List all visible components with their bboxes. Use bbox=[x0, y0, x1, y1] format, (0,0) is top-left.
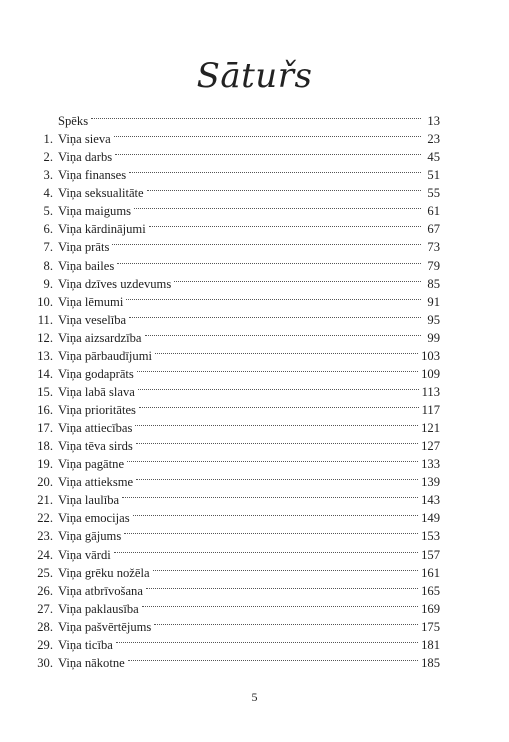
entry-number: 26. bbox=[37, 583, 53, 598]
entry-title: Viņa darbs bbox=[58, 150, 113, 165]
entry-title: Viņa dzīves uzdevums bbox=[58, 276, 172, 291]
entry-title: Viņa tēva sirds bbox=[58, 439, 133, 454]
toc-entry bbox=[36, 419, 440, 437]
toc-entry bbox=[36, 257, 440, 275]
entry-page-number: 181 bbox=[421, 637, 440, 652]
entry-page-number: 109 bbox=[421, 366, 440, 381]
table-of-contents bbox=[36, 112, 440, 672]
toc-entry bbox=[36, 527, 440, 545]
entry-number: 28. bbox=[37, 619, 53, 634]
toc-entry bbox=[36, 401, 440, 419]
dot-leader bbox=[116, 641, 418, 643]
entry-number: 9. bbox=[43, 276, 53, 291]
entry-number: 21. bbox=[37, 493, 53, 508]
toc-entry bbox=[36, 455, 440, 473]
toc-entry bbox=[36, 166, 440, 184]
entry-number: 22. bbox=[37, 511, 53, 526]
toc-entry bbox=[36, 112, 440, 130]
entry-number: 16. bbox=[37, 403, 53, 417]
toc-entry bbox=[36, 491, 440, 509]
dot-leader bbox=[134, 207, 421, 209]
entry-title: Viņa emocijas bbox=[58, 511, 130, 526]
entry-page-number: 95 bbox=[427, 312, 440, 327]
entry-number: 8. bbox=[43, 258, 53, 273]
dot-leader bbox=[122, 496, 418, 498]
dot-leader bbox=[142, 605, 418, 607]
entry-title: Viņa labā slava bbox=[58, 384, 135, 399]
dot-leader bbox=[126, 298, 421, 300]
toc-entry bbox=[36, 600, 440, 618]
dot-leader bbox=[129, 171, 421, 173]
entry-number: 7. bbox=[43, 240, 53, 255]
toc-entry bbox=[36, 311, 440, 329]
entry-page-number: 127 bbox=[421, 439, 440, 454]
entry-title: Viņa kārdinājumi bbox=[58, 222, 146, 237]
entry-title: Viņa vārdi bbox=[58, 547, 111, 562]
entry-page-number: 157 bbox=[421, 547, 440, 562]
entry-page-number: 55 bbox=[427, 186, 440, 201]
entry-page-number: 23 bbox=[427, 132, 440, 147]
entry-page-number: 113 bbox=[421, 384, 440, 399]
entry-number: 12. bbox=[37, 330, 53, 345]
entry-title: Viņa pārbaudījumi bbox=[58, 348, 153, 363]
toc-entry bbox=[36, 238, 440, 256]
entry-number: 15. bbox=[37, 384, 53, 399]
entry-title: Viņa seksualitāte bbox=[58, 186, 144, 201]
toc-entry bbox=[36, 564, 440, 582]
entry-page-number: 45 bbox=[427, 150, 440, 165]
toc-entry bbox=[36, 347, 440, 365]
entry-title: Viņa godaprāts bbox=[58, 366, 134, 381]
entry-number: 4. bbox=[43, 186, 53, 201]
dot-leader bbox=[174, 280, 421, 282]
entry-page-number: 85 bbox=[427, 276, 440, 291]
dot-leader bbox=[146, 587, 418, 589]
entry-number: 25. bbox=[37, 565, 53, 580]
toc-entry bbox=[36, 582, 440, 600]
dot-leader bbox=[149, 225, 421, 227]
entry-page-number: 51 bbox=[427, 168, 440, 183]
dot-leader bbox=[127, 460, 418, 462]
toc-entry bbox=[36, 365, 440, 383]
toc-entry bbox=[36, 437, 440, 455]
entry-page-number: 149 bbox=[421, 511, 440, 526]
dot-leader bbox=[135, 424, 418, 426]
entry-page-number: 139 bbox=[421, 475, 440, 490]
toc-entry bbox=[36, 473, 440, 491]
dot-leader bbox=[115, 153, 421, 155]
entry-title: Viņa lēmumi bbox=[58, 294, 124, 309]
entry-number: 1. bbox=[43, 132, 53, 147]
entry-number: 27. bbox=[37, 601, 53, 616]
dot-leader bbox=[147, 189, 421, 191]
entry-number: 30. bbox=[37, 655, 53, 670]
entry-page-number: 161 bbox=[421, 565, 440, 580]
toc-entry bbox=[36, 329, 440, 347]
entry-page-number: 91 bbox=[427, 294, 440, 309]
entry-page-number: 67 bbox=[427, 222, 440, 237]
entry-number: 14. bbox=[37, 366, 53, 381]
entry-title: Viņa gājums bbox=[58, 529, 122, 544]
dot-leader bbox=[139, 406, 419, 408]
entry-number: 6. bbox=[43, 222, 53, 237]
entry-page-number: 13 bbox=[427, 114, 440, 128]
toc-entry bbox=[36, 202, 440, 220]
entry-number: 5. bbox=[43, 204, 53, 219]
dot-leader bbox=[129, 316, 421, 318]
toc-entry bbox=[36, 546, 440, 564]
toc-entry bbox=[36, 184, 440, 202]
entry-title: Viņa attiecības bbox=[58, 421, 133, 436]
dot-leader bbox=[153, 569, 419, 571]
entry-page-number: 121 bbox=[421, 421, 440, 436]
entry-title: Viņa bailes bbox=[58, 258, 115, 273]
toc-entry bbox=[36, 220, 440, 238]
entry-title: Viņa attieksme bbox=[58, 475, 134, 490]
dot-leader bbox=[112, 243, 421, 245]
entry-number: 11. bbox=[37, 312, 53, 327]
entry-page-number: 61 bbox=[427, 204, 440, 219]
dot-leader bbox=[114, 551, 418, 553]
entry-title: Viņa finanses bbox=[58, 168, 127, 183]
entry-title: Viņa paklausība bbox=[58, 601, 139, 616]
toc-entry bbox=[36, 130, 440, 148]
entry-title: Viņa atbrīvošana bbox=[58, 583, 143, 598]
toc-entry bbox=[36, 654, 440, 672]
entry-number: 20. bbox=[37, 475, 53, 490]
dot-leader bbox=[124, 532, 418, 534]
dot-leader bbox=[114, 135, 421, 137]
toc-entry bbox=[36, 148, 440, 166]
entry-number: 13. bbox=[37, 348, 53, 363]
entry-title: Viņa nākotne bbox=[58, 655, 125, 670]
dot-leader bbox=[137, 370, 418, 372]
toc-entry bbox=[36, 509, 440, 527]
entry-title: Viņa veselība bbox=[58, 312, 127, 327]
entry-title: Spēks bbox=[58, 114, 89, 128]
dot-leader bbox=[136, 442, 418, 444]
entry-page-number: 103 bbox=[421, 348, 440, 363]
dot-leader bbox=[145, 334, 421, 336]
entry-title: Viņa ticība bbox=[58, 637, 113, 652]
toc-entry bbox=[36, 383, 440, 401]
entry-number: 29. bbox=[37, 637, 53, 652]
entry-number: 19. bbox=[37, 457, 53, 472]
dot-leader bbox=[133, 514, 418, 516]
toc-entry bbox=[36, 275, 440, 293]
entry-page-number: 143 bbox=[421, 493, 440, 508]
entry-page-number: 169 bbox=[421, 601, 440, 616]
entry-title: Viņa maigums bbox=[58, 204, 132, 219]
dot-leader bbox=[128, 659, 418, 661]
entry-page-number: 79 bbox=[427, 258, 440, 273]
toc-entry bbox=[36, 618, 440, 636]
dot-leader bbox=[154, 623, 418, 625]
entry-page-number: 153 bbox=[421, 529, 440, 544]
entry-title: Viņa aizsardzība bbox=[58, 330, 142, 345]
entry-number: 2. bbox=[43, 150, 53, 165]
dot-leader bbox=[155, 352, 418, 354]
entry-title: Viņa grēku nožēla bbox=[58, 565, 150, 580]
toc-entry bbox=[36, 636, 440, 654]
entry-title: Viņa prioritātes bbox=[58, 403, 136, 417]
entry-title: Viņa pagātne bbox=[58, 457, 125, 472]
entry-number: 23. bbox=[37, 529, 53, 544]
entry-number: 10. bbox=[37, 294, 53, 309]
entry-number: 3. bbox=[43, 168, 53, 183]
page-number: 5 bbox=[251, 690, 258, 704]
entry-page-number: 165 bbox=[421, 583, 440, 598]
entry-title: Viņa prāts bbox=[58, 240, 110, 255]
toc-entry bbox=[36, 293, 440, 311]
entry-title: Viņa sieva bbox=[58, 132, 111, 147]
entry-page-number: 185 bbox=[421, 655, 440, 670]
entry-number: 18. bbox=[37, 439, 53, 454]
entry-page-number: 99 bbox=[427, 330, 440, 345]
entry-page-number: 175 bbox=[421, 619, 440, 634]
dot-leader bbox=[138, 388, 419, 390]
entry-title: Viņa laulība bbox=[58, 493, 120, 508]
dot-leader bbox=[91, 117, 421, 119]
entry-number: 24. bbox=[37, 547, 53, 562]
entry-number: 17. bbox=[37, 421, 53, 436]
entry-page-number: 73 bbox=[427, 240, 440, 255]
entry-page-number: 133 bbox=[421, 457, 440, 472]
dot-leader bbox=[117, 262, 421, 264]
dot-leader bbox=[136, 478, 418, 480]
entry-page-number: 117 bbox=[421, 403, 440, 417]
entry-title: Viņa pašvērtējums bbox=[58, 619, 152, 634]
page-title: Sātuřs bbox=[196, 56, 313, 96]
